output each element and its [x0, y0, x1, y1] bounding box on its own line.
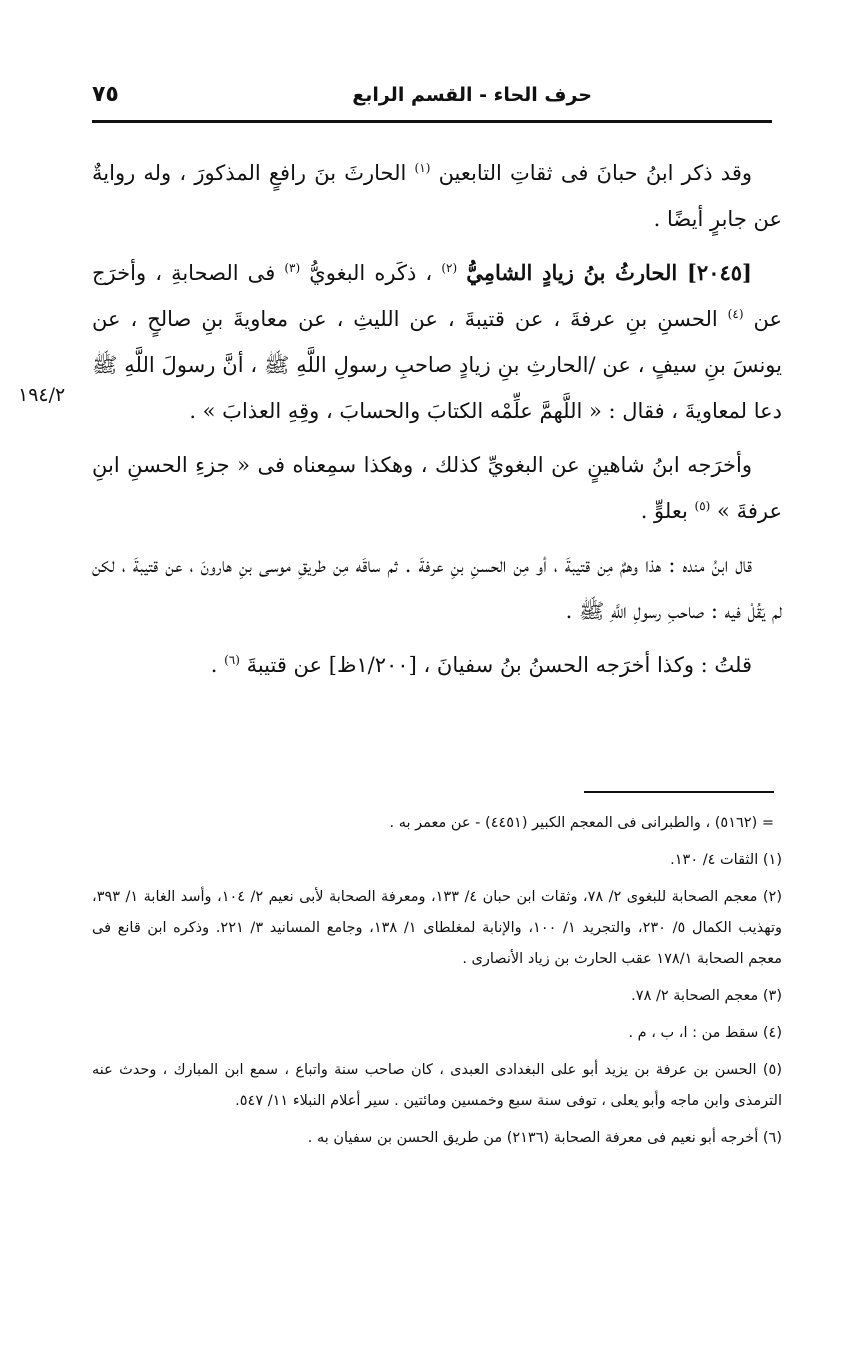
paragraph-3-text-a: وأخرَجه ابنُ شاهينٍ عن البغويِّ كذلك ، وهكذا سمِعناه فى « جزءِ الحسنِ ابنِ عرفةَ » — [92, 453, 782, 523]
footnote-ref-1: (١) — [414, 161, 431, 175]
header-rule — [92, 120, 772, 123]
paragraph-1-text-a: وقد ذكر ابنُ حبانَ فى ثقاتِ التابعين — [438, 161, 752, 185]
footnote-ref-4: (٤) — [727, 307, 744, 321]
footnote-1: (١) الثقات ٤/ ١٣٠. — [670, 852, 782, 868]
paragraph-1 — [92, 150, 782, 242]
footnote-ref-3: (٣) — [284, 261, 301, 275]
entry-heading: [٢٠٤٥] الحارثُ بنُ زيادٍ الشامِيُّ — [466, 260, 752, 285]
entry-text-b: فى الصحابةِ ، وأخرَج عن — [92, 261, 782, 331]
paragraph-4-text: قال ابنُ منده : هذا وهمٌ مِن قتيبةَ ، أو مِن الحسنِ بنِ عرفةَ . ثم ساقَه مِن طريقِ موسى بنِ هارونَ ، عن قتيبةَ ، لكن لم يَقُلْ فيه : صاحبِ رسولِ اللَّهِ ﷺ . — [92, 553, 782, 623]
running-title: حرف الحاء - القسم الرابع — [352, 84, 592, 106]
paragraph-5-text-a: قلتُ : وكذا أخرَجه الحسنُ بنُ سفيانَ ، [١/٢٠٠ظ] عن قتيبةَ — [246, 653, 752, 677]
footnote-6: (٦) أخرجه أبو نعيم فى معرفة الصحابة (٢١٣٦) من طريق الحسن بن سفيان به . — [307, 1130, 782, 1146]
running-head — [92, 80, 772, 112]
footnote-2: (٢) معجم الصحابة للبغوى ٢/ ٧٨، وثقات ابن حبان ٤/ ١٣٣، ومعرفة الصحابة لأبى نعيم ٢/ ١٠٤، وأسد الغابة ١/ ٣٩٣، وتهذيب الكمال ٥/ ٢٣٠، والتجريد ١/ ١٠٠، والإنابة لمغلطاى ١/ ١٣٨، وجامع المسانيد ٣/ ٢٢١. وذكره ابن قانع فى معجم الصحابة ١٧٨/١ عقب الحارث بن زياد الأنصارى . — [92, 889, 783, 967]
entry-paragraph — [92, 250, 782, 434]
footnote-ref-2: (٢) — [441, 261, 458, 275]
paragraph-5-text-b: . — [210, 653, 218, 677]
paragraph-3-text-b: بعلوٍّ . — [640, 499, 688, 523]
footnote-5: (٥) الحسن بن عرفة بن يزيد أبو على البغدادى العبدى ، كان صاحب سنة واتباع ، سمع ابن المبارك ، وحدث عنه الترمذى وابن ماجه وأبو يعلى ، توفى سنة سبع وخمسين ومائتين . سير أعلام النبلاء ١١/ ٥٤٧. — [92, 1062, 782, 1109]
footnote-separator — [584, 791, 774, 793]
entry-text-c: الحسنِ بنِ عرفةَ ، عن قتيبةَ ، عن الليثِ ، عن معاويةَ بنِ صالحٍ ، عن يونسَ بنِ سيفٍ ، عن /الحارثِ بنِ زيادٍ صاحبِ رسولِ اللَّهِ ﷺ ، أنَّ رسولَ اللَّهِ ﷺ دعا لمعاويةَ ، فقال : « اللَّهمَّ علِّمْه الكتابَ والحسابَ ، وقِهِ العذابَ » . — [92, 307, 782, 423]
footnote-ref-5: (٥) — [694, 499, 711, 513]
paragraph-4 — [92, 542, 782, 634]
footnote-continuation: = (٥١٦٢) ، والطبرانى فى المعجم الكبير (٤٤٥١) - عن معمر به . — [389, 815, 774, 831]
page-number: ٧٥ — [92, 82, 119, 107]
footnote-ref-6: (٦) — [224, 653, 240, 667]
footnote-3: (٣) معجم الصحابة ٢/ ٧٨. — [631, 988, 782, 1004]
paragraph-1-text-b: الحارثَ بنَ رافعٍ المذكورَ ، وله روايةٌ عن جابرٍ أيضًا . — [92, 161, 782, 231]
paragraph-5 — [92, 642, 782, 688]
main-text — [92, 150, 782, 688]
margin-volume-reference: ١٩٤/٢ — [18, 384, 66, 406]
entry-text-a: ، ذكَره البغويُّ — [309, 261, 433, 285]
paragraph-3 — [92, 442, 782, 534]
footnotes — [92, 808, 782, 1160]
footnote-4: (٤) سقط من : ا، ب ، م . — [628, 1025, 782, 1041]
